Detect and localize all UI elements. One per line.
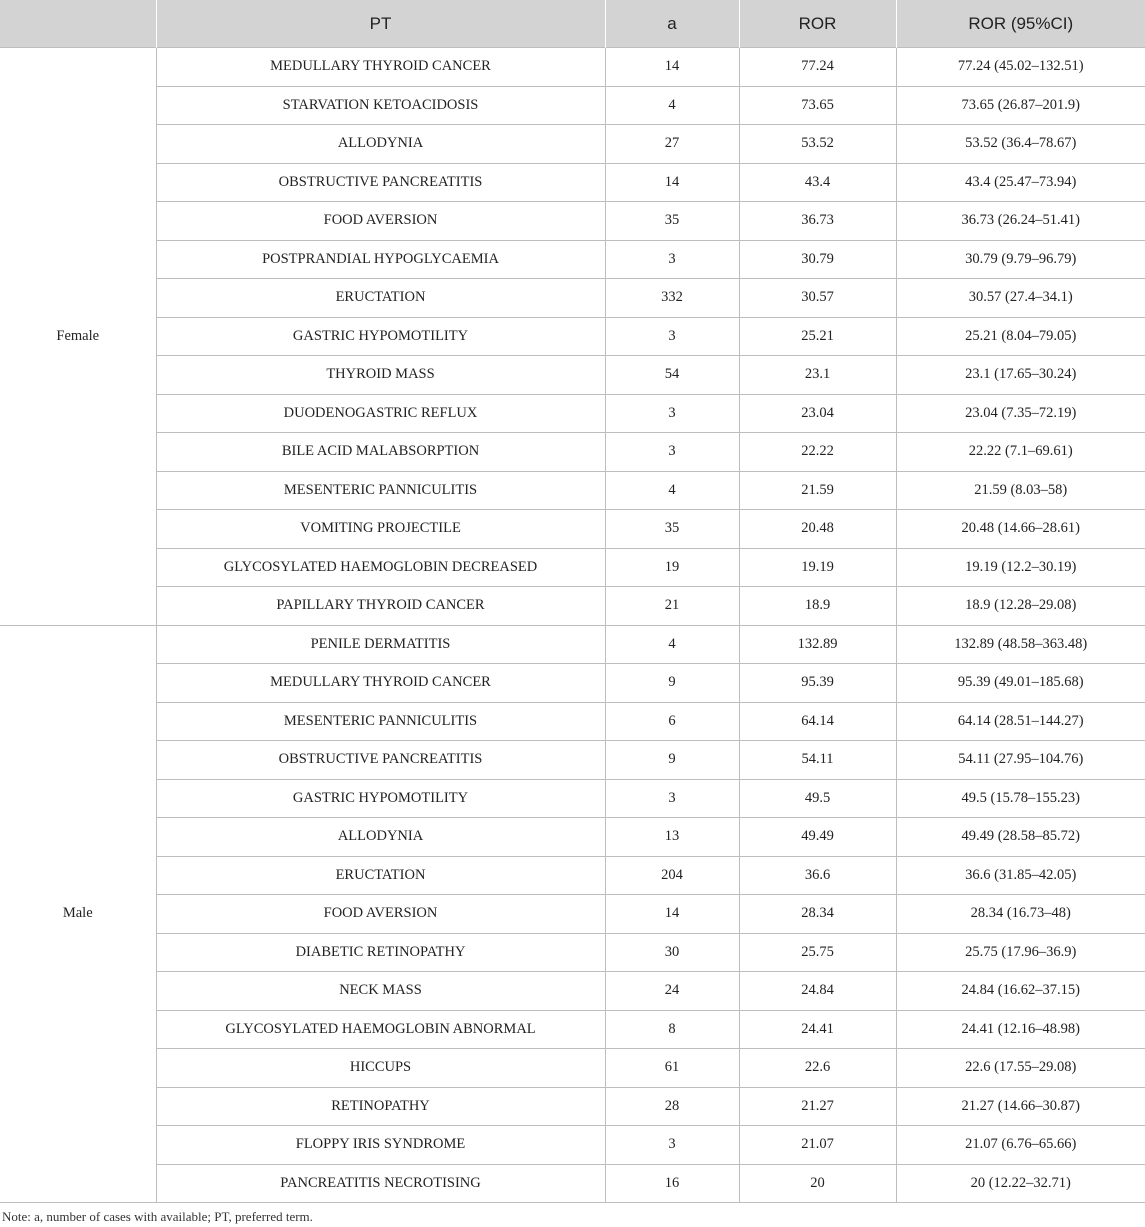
pt-cell: BILE ACID MALABSORPTION — [156, 433, 605, 472]
ror-cell: 54.11 — [739, 741, 896, 780]
ror-cell: 22.22 — [739, 433, 896, 472]
a-cell: 19 — [605, 548, 739, 587]
table-row — [0, 202, 1145, 241]
pt-cell: NECK MASS — [156, 972, 605, 1011]
a-cell: 4 — [605, 471, 739, 510]
pt-cell: ALLODYNIA — [156, 818, 605, 857]
ror-cell: 132.89 — [739, 625, 896, 664]
pt-cell: MEDULLARY THYROID CANCER — [156, 664, 605, 703]
ror-cell: 30.79 — [739, 240, 896, 279]
pt-cell: FOOD AVERSION — [156, 895, 605, 934]
pt-cell: HICCUPS — [156, 1049, 605, 1088]
ror-cell: 30.57 — [739, 279, 896, 318]
pt-cell: OBSTRUCTIVE PANCREATITIS — [156, 163, 605, 202]
ror-ci-cell: 18.9 (12.28–29.08) — [896, 587, 1145, 626]
pt-cell: PENILE DERMATITIS — [156, 625, 605, 664]
ror-cell: 25.21 — [739, 317, 896, 356]
pt-cell: PAPILLARY THYROID CANCER — [156, 587, 605, 626]
table-row — [0, 86, 1145, 125]
a-cell: 4 — [605, 86, 739, 125]
a-cell: 3 — [605, 394, 739, 433]
pt-cell: STARVATION KETOACIDOSIS — [156, 86, 605, 125]
a-cell: 14 — [605, 895, 739, 934]
table-row — [0, 933, 1145, 972]
table-row — [0, 625, 1145, 664]
a-cell: 14 — [605, 48, 739, 87]
ror-ci-cell: 73.65 (26.87–201.9) — [896, 86, 1145, 125]
ror-ci-cell: 23.04 (7.35–72.19) — [896, 394, 1145, 433]
a-cell: 35 — [605, 510, 739, 549]
a-cell: 54 — [605, 356, 739, 395]
ror-ci-cell: 21.07 (6.76–65.66) — [896, 1126, 1145, 1165]
ror-ci-cell: 21.59 (8.03–58) — [896, 471, 1145, 510]
ror-ci-cell: 36.6 (31.85–42.05) — [896, 856, 1145, 895]
column-header-a: a — [605, 0, 739, 48]
a-cell: 3 — [605, 1126, 739, 1165]
ror-ci-cell: 25.21 (8.04–79.05) — [896, 317, 1145, 356]
pt-cell: THYROID MASS — [156, 356, 605, 395]
table-row — [0, 895, 1145, 934]
ror-cell: 21.27 — [739, 1087, 896, 1126]
ror-cell: 28.34 — [739, 895, 896, 934]
pt-cell: GLYCOSYLATED HAEMOGLOBIN ABNORMAL — [156, 1010, 605, 1049]
table-row — [0, 433, 1145, 472]
ror-cell: 18.9 — [739, 587, 896, 626]
table-row — [0, 548, 1145, 587]
ror-ci-cell: 20 (12.22–32.71) — [896, 1164, 1145, 1203]
ror-ci-cell: 43.4 (25.47–73.94) — [896, 163, 1145, 202]
table-row — [0, 471, 1145, 510]
table-row — [0, 1010, 1145, 1049]
ror-ci-cell: 21.27 (14.66–30.87) — [896, 1087, 1145, 1126]
a-cell: 204 — [605, 856, 739, 895]
pt-cell: DIABETIC RETINOPATHY — [156, 933, 605, 972]
a-cell: 3 — [605, 433, 739, 472]
pt-cell: PANCREATITIS NECROTISING — [156, 1164, 605, 1203]
ror-cell: 64.14 — [739, 702, 896, 741]
group-label: Female — [0, 48, 156, 626]
a-cell: 3 — [605, 240, 739, 279]
column-header-ror-ci: ROR (95%CI) — [896, 0, 1145, 48]
table-row — [0, 279, 1145, 318]
a-cell: 27 — [605, 125, 739, 164]
pt-cell: RETINOPATHY — [156, 1087, 605, 1126]
column-header-pt: PT — [156, 0, 605, 48]
pt-cell: GASTRIC HYPOMOTILITY — [156, 317, 605, 356]
ror-cell: 19.19 — [739, 548, 896, 587]
table-row — [0, 741, 1145, 780]
a-cell: 9 — [605, 741, 739, 780]
a-cell: 35 — [605, 202, 739, 241]
ror-ci-cell: 19.19 (12.2–30.19) — [896, 548, 1145, 587]
ror-cell: 53.52 — [739, 125, 896, 164]
pt-cell: GLYCOSYLATED HAEMOGLOBIN DECREASED — [156, 548, 605, 587]
table-row — [0, 587, 1145, 626]
table-row — [0, 1164, 1145, 1203]
table-row — [0, 1087, 1145, 1126]
ror-ci-cell: 24.41 (12.16–48.98) — [896, 1010, 1145, 1049]
pt-cell: ERUCTATION — [156, 279, 605, 318]
ror-ci-cell: 53.52 (36.4–78.67) — [896, 125, 1145, 164]
table-row — [0, 394, 1145, 433]
pt-cell: VOMITING PROJECTILE — [156, 510, 605, 549]
ror-cell: 20 — [739, 1164, 896, 1203]
table-row — [0, 163, 1145, 202]
pt-cell: FOOD AVERSION — [156, 202, 605, 241]
table-row — [0, 356, 1145, 395]
ror-ci-cell: 24.84 (16.62–37.15) — [896, 972, 1145, 1011]
a-cell: 8 — [605, 1010, 739, 1049]
table-row — [0, 48, 1145, 87]
a-cell: 21 — [605, 587, 739, 626]
ror-cell: 36.73 — [739, 202, 896, 241]
pt-cell: ALLODYNIA — [156, 125, 605, 164]
a-cell: 9 — [605, 664, 739, 703]
a-cell: 24 — [605, 972, 739, 1011]
ror-cell: 25.75 — [739, 933, 896, 972]
pt-cell: OBSTRUCTIVE PANCREATITIS — [156, 741, 605, 780]
ror-ci-cell: 132.89 (48.58–363.48) — [896, 625, 1145, 664]
table-row — [0, 818, 1145, 857]
ror-ci-cell: 36.73 (26.24–51.41) — [896, 202, 1145, 241]
a-cell: 13 — [605, 818, 739, 857]
ror-cell: 95.39 — [739, 664, 896, 703]
a-cell: 30 — [605, 933, 739, 972]
pt-cell: POSTPRANDIAL HYPOGLYCAEMIA — [156, 240, 605, 279]
table-row — [0, 240, 1145, 279]
ror-ci-cell: 30.79 (9.79–96.79) — [896, 240, 1145, 279]
table-row — [0, 125, 1145, 164]
pt-cell: FLOPPY IRIS SYNDROME — [156, 1126, 605, 1165]
column-header-ror: ROR — [739, 0, 896, 48]
ror-cell: 24.41 — [739, 1010, 896, 1049]
ror-ci-cell: 49.5 (15.78–155.23) — [896, 779, 1145, 818]
a-cell: 61 — [605, 1049, 739, 1088]
ror-cell: 73.65 — [739, 86, 896, 125]
ror-ci-cell: 77.24 (45.02–132.51) — [896, 48, 1145, 87]
ror-ci-cell: 22.22 (7.1–69.61) — [896, 433, 1145, 472]
a-cell: 14 — [605, 163, 739, 202]
ror-cell: 36.6 — [739, 856, 896, 895]
ror-cell: 43.4 — [739, 163, 896, 202]
ror-cell: 24.84 — [739, 972, 896, 1011]
pt-cell: MESENTERIC PANNICULITIS — [156, 471, 605, 510]
group-label: Male — [0, 625, 156, 1203]
header-row — [0, 0, 1145, 48]
table-row — [0, 510, 1145, 549]
a-cell: 28 — [605, 1087, 739, 1126]
ror-ci-cell: 20.48 (14.66–28.61) — [896, 510, 1145, 549]
ror-cell: 49.49 — [739, 818, 896, 857]
ror-ci-cell: 49.49 (28.58–85.72) — [896, 818, 1145, 857]
ror-cell: 21.59 — [739, 471, 896, 510]
ror-cell: 49.5 — [739, 779, 896, 818]
a-cell: 16 — [605, 1164, 739, 1203]
table-row — [0, 972, 1145, 1011]
group-column-header — [0, 0, 156, 48]
ror-ci-cell: 25.75 (17.96–36.9) — [896, 933, 1145, 972]
pt-cell: MESENTERIC PANNICULITIS — [156, 702, 605, 741]
a-cell: 4 — [605, 625, 739, 664]
table-row — [0, 856, 1145, 895]
ror-cell: 77.24 — [739, 48, 896, 87]
a-cell: 3 — [605, 779, 739, 818]
table-row — [0, 664, 1145, 703]
pt-cell: GASTRIC HYPOMOTILITY — [156, 779, 605, 818]
ror-cell: 23.04 — [739, 394, 896, 433]
table-row — [0, 1049, 1145, 1088]
ror-ci-cell: 22.6 (17.55–29.08) — [896, 1049, 1145, 1088]
ror-ci-cell: 95.39 (49.01–185.68) — [896, 664, 1145, 703]
ror-cell: 20.48 — [739, 510, 896, 549]
ror-cell: 22.6 — [739, 1049, 896, 1088]
ror-ci-cell: 54.11 (27.95–104.76) — [896, 741, 1145, 780]
ror-ci-cell: 28.34 (16.73–48) — [896, 895, 1145, 934]
table-note: Note: a, number of cases with available; PT, preferred term. — [2, 1209, 313, 1224]
table-row — [0, 1126, 1145, 1165]
pt-cell: DUODENOGASTRIC REFLUX — [156, 394, 605, 433]
ror-ci-cell: 30.57 (27.4–34.1) — [896, 279, 1145, 318]
pt-cell: MEDULLARY THYROID CANCER — [156, 48, 605, 87]
ror-ci-cell: 64.14 (28.51–144.27) — [896, 702, 1145, 741]
table-row — [0, 317, 1145, 356]
table-row — [0, 702, 1145, 741]
ror-ci-cell: 23.1 (17.65–30.24) — [896, 356, 1145, 395]
ror-cell: 21.07 — [739, 1126, 896, 1165]
a-cell: 332 — [605, 279, 739, 318]
ror-cell: 23.1 — [739, 356, 896, 395]
a-cell: 3 — [605, 317, 739, 356]
pt-cell: ERUCTATION — [156, 856, 605, 895]
table-row — [0, 779, 1145, 818]
a-cell: 6 — [605, 702, 739, 741]
